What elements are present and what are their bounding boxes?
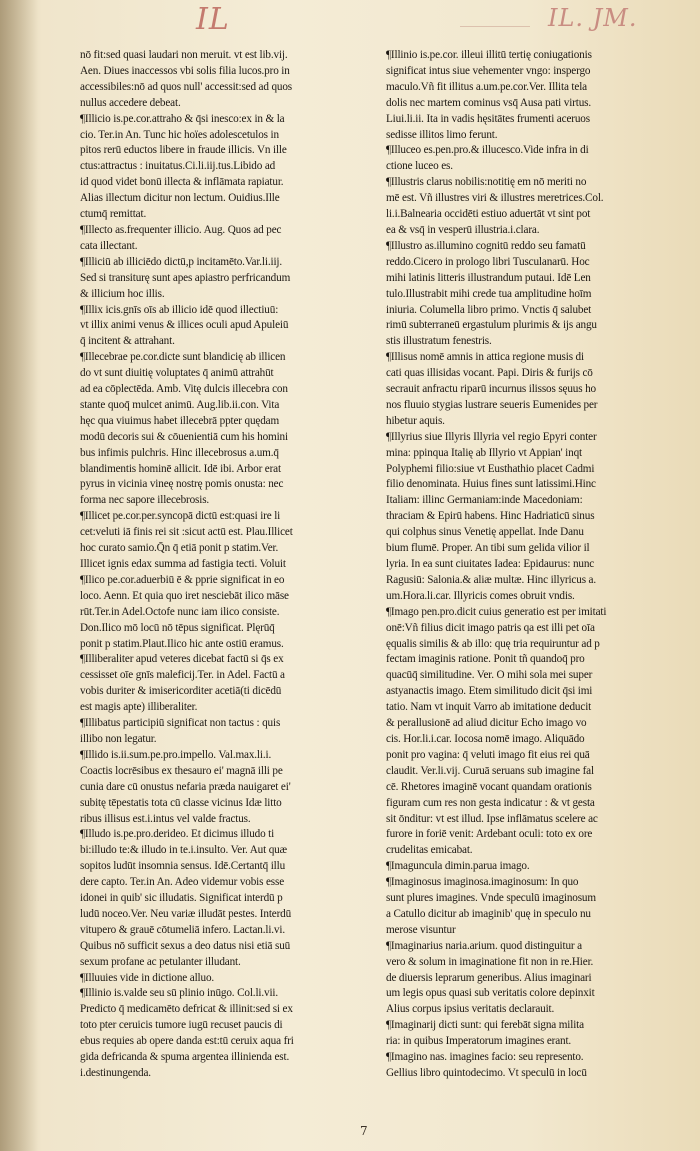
text-line: ¶Illecto as.frequenter illicio. Aug. Quos ad pec: [80, 223, 282, 236]
text-line: ¶Illuceo es.pen.pro.& illucesco.Vide infra in di: [386, 144, 589, 157]
text-line: cati quas illisidas vocant. Papi. Diris & furijs cō: [386, 367, 593, 380]
text-line: Predicto q̄ medicamēto defricat & illinit:sed si ex: [80, 1003, 293, 1016]
text-line: blandimentis hominē allicit. Idē ibi. Arbor erat: [80, 462, 281, 475]
text-line: de diuersis leprarum generibus. Alius imaginari: [386, 971, 592, 984]
text-line: cis. Hor.li.i.car. Iocosa nomē imago. Aliquādo: [386, 732, 585, 745]
faint-heading-mark: [460, 8, 530, 27]
text-line: Alias illectum dicitur non lectum. Ouidius.Ille: [80, 192, 280, 205]
text-line: ¶Illyrius siue Illyris Illyria vel regio Epyri conter: [386, 430, 597, 443]
text-line: merose visuntur: [386, 923, 456, 936]
text-line: & perallusionē ad aliud dicitur Echo imago vo: [386, 717, 587, 730]
text-line: nos fluuio stygias lustrare seueris Eumenides per: [386, 398, 598, 411]
text-line: i.destinungenda.: [80, 1067, 151, 1079]
text-line: ria: in quibus Imperatorum imagines erant.: [386, 1035, 572, 1048]
text-line: ¶Imaguncula dimin.parua imago.: [386, 860, 530, 873]
text-line: id quod videt bonū illecta & inflāmata rapiatur.: [80, 176, 284, 189]
text-line: reddo.Cicero in prologo libri Tusculanarū. Hoc: [386, 255, 590, 268]
text-line: hibetur aquis.: [386, 414, 445, 427]
text-line: claudit. Ver.li.vij. Curuā seruans sub imagine fal: [386, 764, 594, 777]
text-line: vobis duriter & imisericorditer acetiā(ti dicēdū: [80, 685, 282, 698]
text-line: Sed si transiturę sunt apes apiastro perfricandum: [80, 271, 291, 284]
text-line: ¶Illustris clarus nobilis:notitię em nō meriti no: [386, 176, 587, 189]
text-line: Illicet ignis edax summa ad fastigia tecti. Voluit: [80, 558, 286, 570]
text-line: Coactis locrēsibus ex thesauro ei' magnā illi pe: [80, 764, 283, 777]
text-line: li.i.Balnearia occidēti estiuo aduertāt vt sint pot: [386, 208, 591, 221]
gutter-shadow: [0, 0, 38, 1151]
text-line: vt illix animi venus & illices oculi apud Apuleiū: [80, 319, 289, 332]
text-line: forma nec sapore illecebrosis.: [80, 494, 210, 507]
text-line: ¶Illicio is.pe.cor.attraho & q̄si inesco:ex in & la: [80, 112, 285, 125]
text-line: ad ea cōplectēda. Amb. Vitę dulcis illecebra con: [80, 383, 288, 396]
text-line: ¶Ilico pe.cor.aduerbiū ē & pprie significat in eo: [80, 573, 285, 586]
text-line: dere capto. Ter.in An. Adeo videmur vobis esse: [80, 876, 285, 889]
text-line: astyanactis imago. Etem similitudo dicit q̄si imi: [386, 685, 593, 698]
text-line: filio denominata. Huius fines sunt latissimi.Hinc: [386, 478, 596, 491]
text-line: ¶Illudo is.pe.pro.derideo. Et dicimus illudo ti: [80, 828, 275, 841]
text-line: figuram cum res non gesta indicatur : & vt gesta: [386, 796, 595, 809]
text-line: ebus requies ab opere danda est:tū ceruix aqua fri: [80, 1035, 294, 1048]
text-line: cunia dare cū onustus nefaria præda nauigaret ei': [80, 780, 291, 793]
text-line: pyrus in vicinia vineę nostrę pomis onusta: nec: [80, 478, 284, 491]
text-line: significat intus siue vehementer vngo: inspergo: [386, 64, 591, 77]
text-line: maculo.Vñ fit illitus a.um.pe.cor.Ver. Illita tela: [386, 80, 587, 93]
text-line: nō fit:sed quasi laudari non meruit. vt est lib.vij.: [80, 49, 288, 61]
text-line: ponit p statim.Plaut.Ilico hic ante ostiū eramus.: [80, 637, 284, 650]
text-line: vero & solum in imaginatione fit non in re.Hier.: [386, 955, 594, 968]
text-line: ¶Imaginarius naria.arium. quod distinguitur a: [386, 939, 582, 952]
text-line: ludū noceo.Ver. Neu variæ illudāt pestes. Interdū: [80, 907, 292, 920]
text-line: ribus illisus est.i.intus vel valde fractus.: [80, 812, 251, 825]
text-line: iniuria. Columella libro primo. Vnctis q̄ salubet: [386, 303, 592, 316]
text-line: ¶Imago pen.pro.dicit cuius generatio est per imitati: [386, 605, 607, 618]
text-line: furore in foriē venit: Ardebant oculi: toto ex ore: [386, 828, 593, 841]
text-line: fectam imaginis ratione. Ponit tñ quandoq̄ pro: [386, 653, 585, 666]
text-line: ea & vsq̄ in vesperū illustria.i.clara.: [386, 223, 540, 236]
text-line: ¶Illinio is.valde seu sū plinio inūgo. Col.li.vii.: [80, 987, 279, 1000]
text-line: tulo.Illustrabit mihi crede tua amplitudine hoīm: [386, 287, 592, 300]
text-line: ¶Illiciū ab illiciēdo dictū,p incitamēto.Var.li.iij.: [80, 255, 283, 268]
text-line: cessisset oīe gnīs maleficij.Ter. in Adel. Factū a: [80, 669, 285, 682]
text-line: cata illectant.: [80, 239, 138, 252]
text-line: mihi latinis litteris illustrandum putaui. Idē Len: [386, 271, 591, 284]
text-line: hęc qua viuimus habet illecebrā ppter quędam: [80, 414, 280, 427]
text-line: Ragusiū: Salonia.& aliæ multæ. Hinc illyricus a.: [386, 573, 597, 586]
right-text-column: [386, 48, 676, 1082]
text-line: onē:Vñ filius dicit imago patris qa est illi pet oīa: [386, 621, 595, 634]
text-line: a Catullo dicitur ab imaginib' quę in speculo nu: [386, 907, 591, 920]
text-line: ¶Illuuies vide in dictione alluo.: [80, 971, 215, 984]
text-line: qui colphus sinus Venetię appellat. Inde Danu: [386, 526, 584, 539]
text-line: dolis nec martem cominus vsq̄ Ausa pati virtus.: [386, 96, 592, 109]
text-line: ¶Illecebrae pe.cor.dicte sunt blandicię ab illicen: [80, 351, 286, 364]
text-line: hoc curato samio.Q̄n q̄ etiā ponit p statim.Ver.: [80, 542, 279, 555]
text-line: bium flumē. Proper. An tibi sum gelida vilior il: [386, 542, 590, 555]
text-line: lyria. In ea sunt ciuitates Iadea: Epidaurus: nunc: [386, 558, 595, 570]
text-line: ctus:attractus : inuitatus.Ci.li.iij.tus.Libido ad: [80, 160, 276, 173]
text-line: subitę tēpestatis tota cū classe vicinus Idæ litto: [80, 796, 282, 809]
text-line: ¶Illiberaliter apud veteres dicebat factū si q̄s ex: [80, 653, 284, 666]
text-line: nullus accedere debeat.: [80, 96, 181, 109]
text-line: mina: ppinqua Italię ab Illyrio vt Appian' inqt: [386, 446, 582, 459]
text-line: sexum profane ac petulanter illudant.: [80, 955, 241, 968]
text-line: ¶Illibatus participiū significat non tactus : quis: [80, 717, 281, 730]
text-line: gida defricanda & spuma argentea illinienda est.: [80, 1051, 290, 1064]
text-line: idonei in quib' sic illudatis. Significat interdū p: [80, 892, 283, 905]
text-line: bus infimis pulchris. Hinc illecebrosus a.um.q̄: [80, 446, 279, 459]
text-line: vitupero & grauē cōtumeliā infero. Lactan.li.vi.: [80, 923, 285, 936]
text-line: cio. Ter.in An. Tunc hic hoïes adolescetulos in: [80, 128, 279, 141]
text-line: um.Hora.li.car. Illyricis comes obruit vndis.: [386, 589, 575, 602]
text-line: Italiam: illinc Germaniam:inde Macedoniam:: [386, 494, 583, 507]
text-line: Gellius libro quintodecimo. Vt speculū in locū: [386, 1067, 587, 1079]
text-line: ¶Illido is.ii.sum.pe.pro.impello. Val.max.li.i.: [80, 748, 272, 761]
text-line: stante quoq̄ mulcet animū. Aug.lib.ii.con. Vita: [80, 398, 280, 411]
text-line: Alius corpus ipsius veritatis declarauit.: [386, 1003, 555, 1016]
text-line: ¶Illix icis.gnīs oīs ab illicio idē quod illectiuū:: [80, 303, 279, 316]
text-line: Liui.li.ii. Ita in vadis hęsitātes frumenti aceruos: [386, 112, 590, 125]
text-line: sopitos ludūt insomnia sensus. Idē.Certantq̄ illu: [80, 860, 286, 873]
text-line: ponit pro vagina: q̄ veluti imago fit eius rei quā: [386, 748, 590, 761]
text-line: ctione luceo es.: [386, 160, 453, 173]
text-line: mē est. Vñ illustres viri & illustres meretrices.Col.: [386, 192, 604, 205]
text-line: stis illustratum fenestris.: [386, 335, 492, 348]
text-line: Polyphemi filio:siue vt Eusthathio placet Cadmi: [386, 462, 595, 475]
text-line: tatio. Nam vt inquit Varro ab imitatione deducit: [386, 701, 592, 714]
text-line: illibo non legatur.: [80, 732, 157, 745]
text-line: ¶Illinio is.pe.cor. illeui illitū tertię coniugationis: [386, 49, 592, 61]
text-line: ęqualis similis & ab illo: quę tria requiruntur ad p: [386, 637, 600, 650]
text-line: sunt plures imagines. Vnde speculū imaginosum: [386, 892, 596, 905]
text-line: toto pter ceruicis tumore iugū recuset paucis di: [80, 1019, 283, 1032]
text-line: secrauit anfractu riparū incurnus ilissos sęuus ho: [386, 383, 596, 396]
text-line: Aen. Diues inaccessos vbi solis filia lucos.pro in: [80, 64, 290, 77]
text-line: thraciam & Epirū habens. Hinc Hadriaticū sinus: [386, 510, 595, 523]
text-line: ¶Illicet pe.cor.per.syncopā dictū est:quasi ire li: [80, 510, 281, 523]
left-text-column: [80, 48, 368, 1082]
text-line: & illicium hoc illis.: [80, 287, 165, 300]
text-line: modū decoris sui & cōuenientiā cum his homini: [80, 430, 288, 443]
text-line: sit ōnditur: vt est illud. Ipse inflāmatus scelere ac: [386, 812, 598, 825]
folio-number-left: IL: [196, 2, 230, 37]
text-line: do vt sunt diuitię voluptates q̄ animū attrahūt: [80, 367, 274, 380]
text-line: ¶Imaginosus imaginosa.imaginosum: In quo: [386, 876, 579, 889]
folio-number-right: IL. JM.: [548, 4, 638, 32]
text-line: ¶Illisus nomē amnis in attica regione musis di: [386, 351, 584, 364]
text-line: accessibiles:nō ad quos null' accessit:sed ad quos: [80, 80, 293, 93]
text-line: cē. Rhetores imaginē vocant quandam orationis: [386, 780, 592, 793]
text-line: q̄ incitent & attrahant.: [80, 335, 175, 348]
text-line: bi:illudo te:& illudo in te.i.insulto. Ver. Aut quæ: [80, 844, 287, 857]
text-line: crudelitas emicabat.: [386, 844, 473, 857]
signature-mark: 7: [360, 1124, 368, 1138]
text-line: ¶Illustro as.illumino cognitū reddo seu famatū: [386, 239, 586, 252]
text-line: um legis opus quasi sub veritatis colore depinxit: [386, 987, 595, 1000]
text-line: cet:veluti iā finis rei sit :sicut actū est. Plau.Illicet: [80, 526, 293, 539]
text-line: ctumq̄ remittat.: [80, 208, 147, 221]
text-line: est magis apte) illiberaliter.: [80, 701, 198, 714]
text-line: Quibus nō sufficit sexus a deo datus nisi etiā suū: [80, 939, 291, 952]
text-line: rimū subterraneū ergastulum plurimis & ijs angu: [386, 319, 597, 332]
text-line: ¶Imagino nas. imagines facio: seu represento.: [386, 1051, 584, 1064]
text-line: ¶Imaginarij dicti sunt: qui ferebāt signa milita: [386, 1019, 584, 1032]
text-line: Don.Ilico mō locū nō tēpus significat. Plęrūq̄: [80, 621, 275, 634]
text-line: quacūq̄ similitudine. Ver. O mihi sola mei super: [386, 669, 593, 682]
text-line: sedisse illitos limo ferunt.: [386, 128, 498, 141]
text-line: pitos rerū eductos libere in fraude illicis. Vn ille: [80, 144, 287, 157]
text-line: loco. Aenn. Et quia quo iret nesciebāt ilico māse: [80, 589, 289, 602]
text-line: rūt.Ter.in Adel.Octofe nunc iam ilico consiste.: [80, 605, 280, 618]
